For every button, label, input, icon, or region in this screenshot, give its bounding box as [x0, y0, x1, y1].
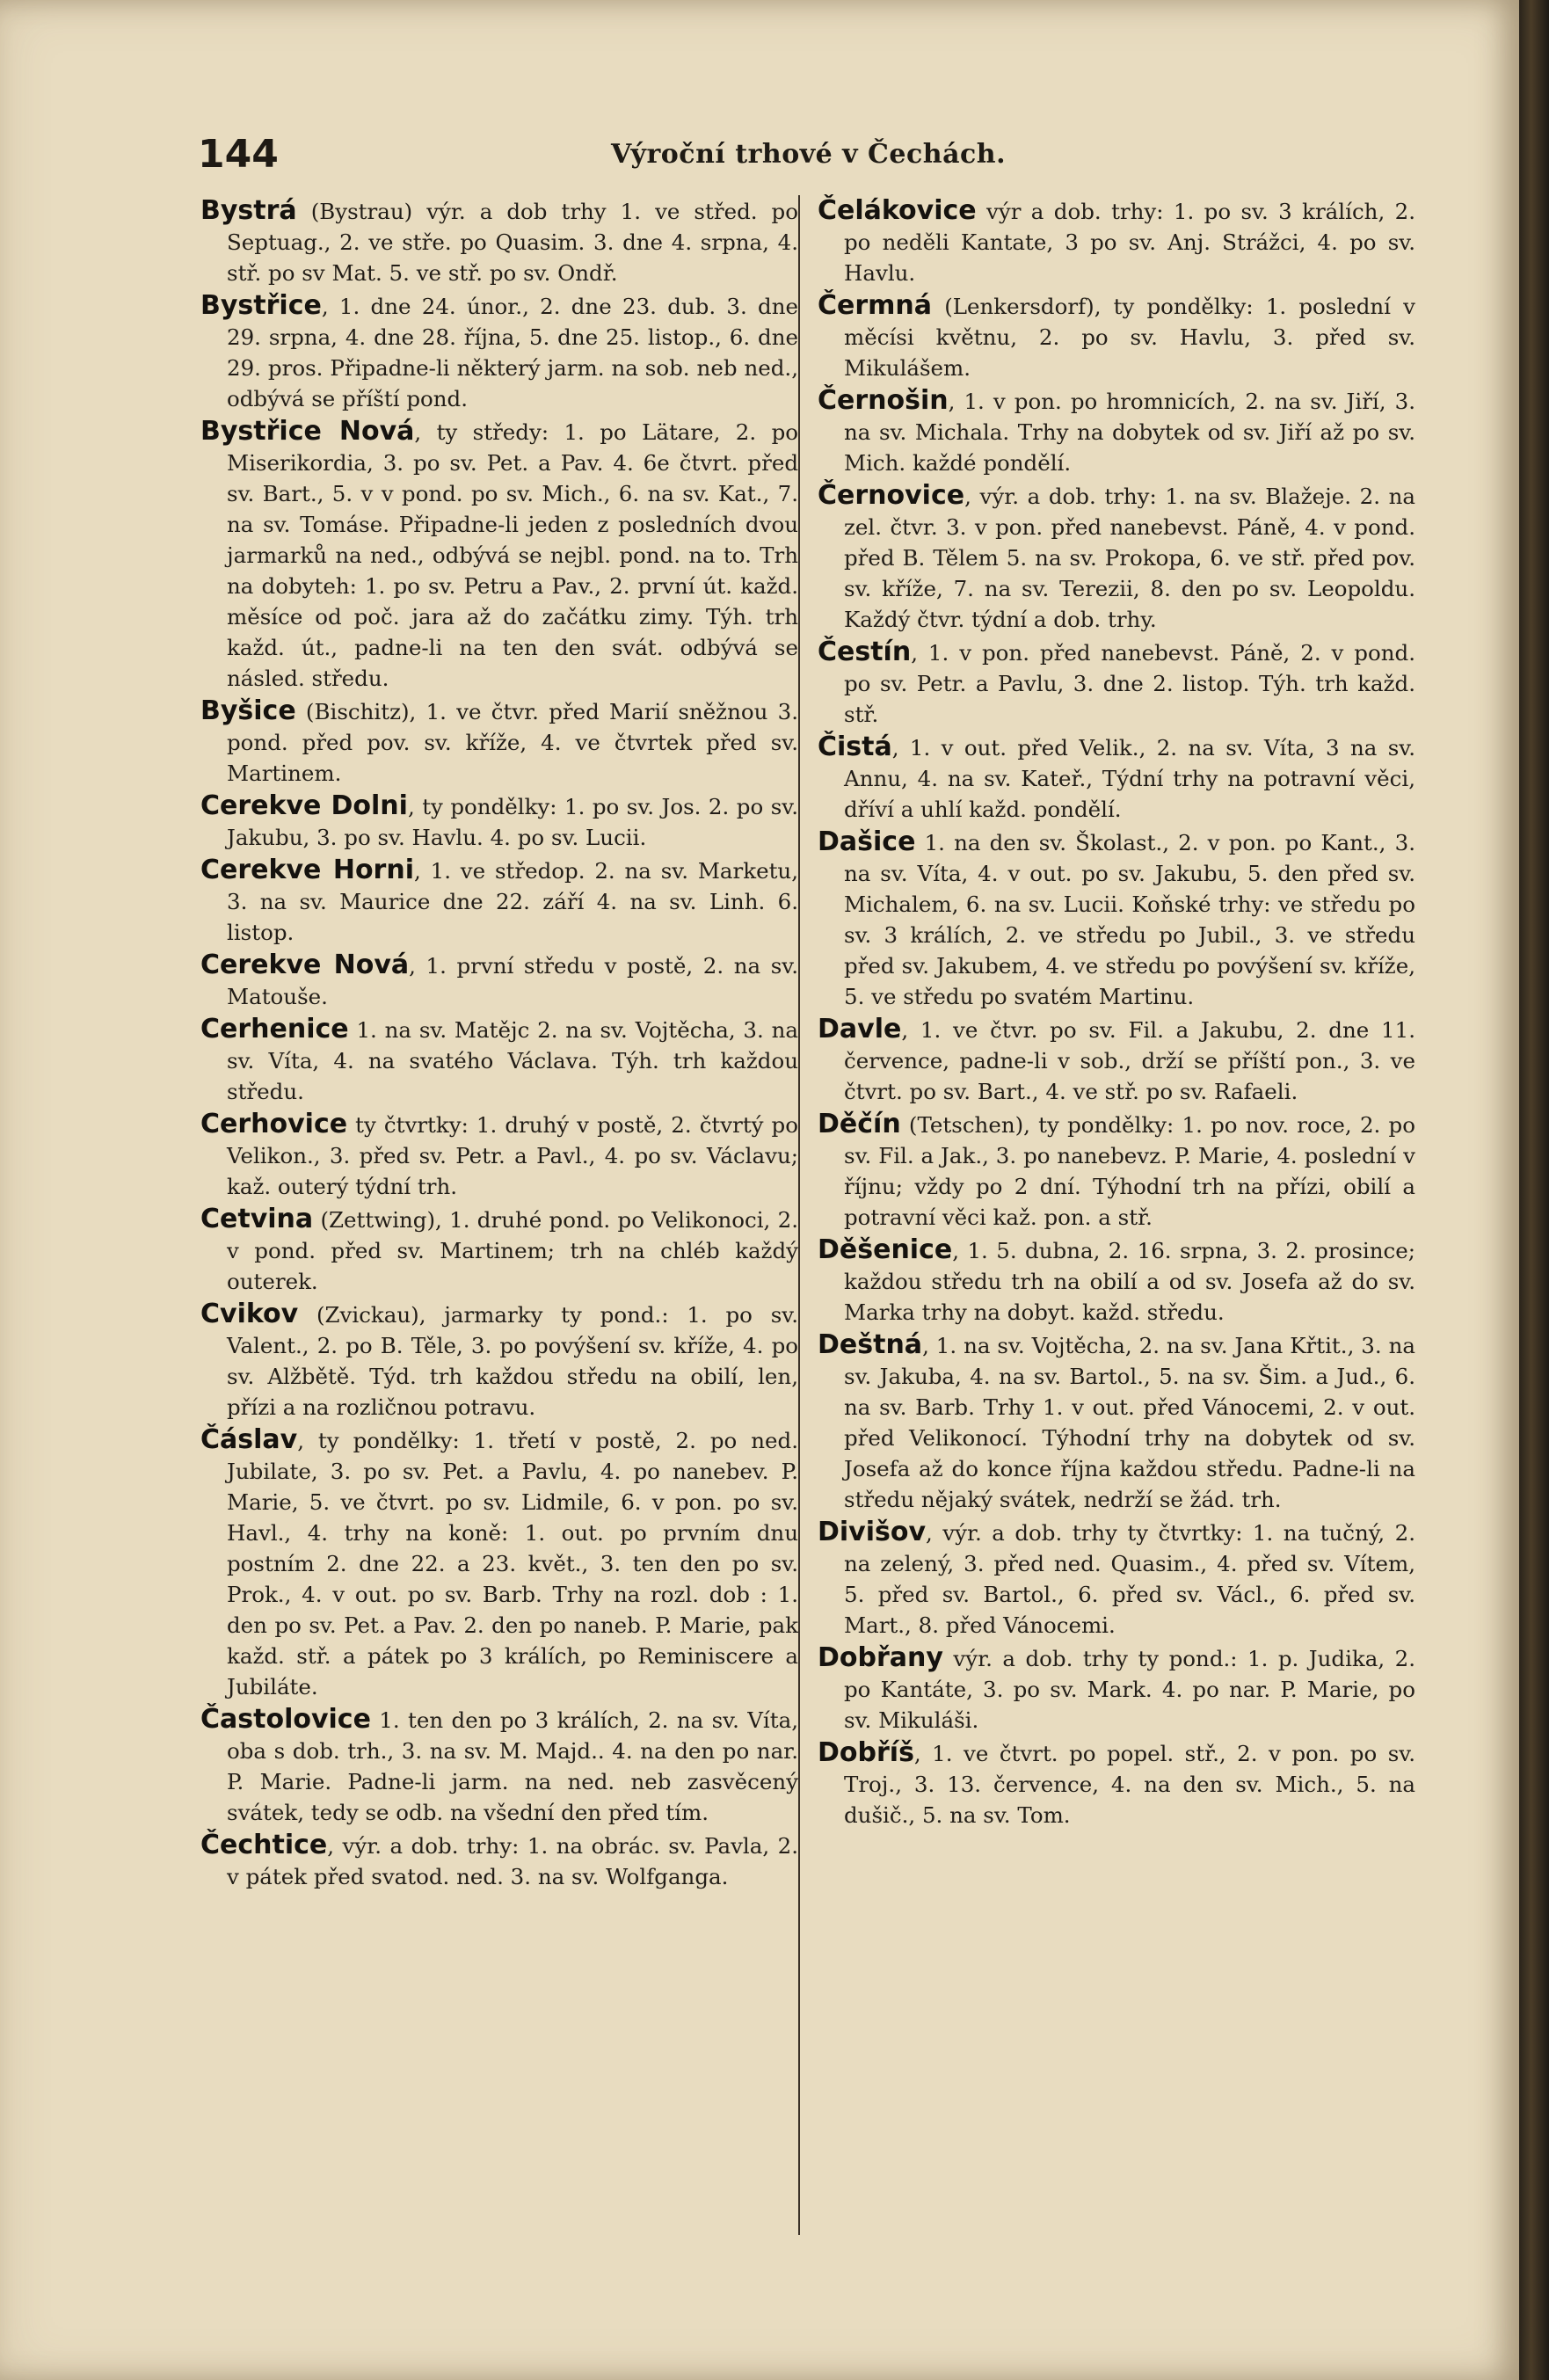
town-name: Děšenice [818, 1234, 953, 1265]
market-entry [200, 195, 798, 288]
market-entry [200, 1014, 798, 1107]
town-name: Deštná [818, 1329, 923, 1360]
town-name: Cerekve Nová [200, 950, 410, 980]
market-details: , 1. první středu v postě, 2. na sv. Matouše. [227, 953, 798, 1009]
town-name: Děčín [818, 1109, 901, 1139]
town-name: Dašice [818, 826, 916, 857]
page-number: 144 [198, 132, 279, 177]
market-details: výr a dob. trhy: 1. po sv. 3 králích, 2. po neděli Kantate, 3 po sv. Anj. Strážci, 4. po sv. Havlu. [844, 199, 1415, 286]
market-entry [818, 1234, 1415, 1328]
market-entry [818, 1014, 1415, 1107]
market-details: 1. ten den po 3 králích, 2. na sv. Víta, oba s dob. trh., 3. na sv. M. Majd.. 4. na den po nar. P. Marie. Padne-li jarm. na ned. neb zasvěcený svátek, tedy se odb. na všední den před tím. [227, 1707, 798, 1825]
right-column [818, 195, 1415, 1832]
town-name: Byšice [200, 695, 296, 726]
market-entry [818, 195, 1415, 288]
town-name: Častolovice [200, 1704, 371, 1735]
market-details: , ty středy: 1. po Lätare, 2. po Miserikordia, 3. po sv. Pet. a Pav. 4. 6e čtvrt. před sv. Bart., 5. v v pond. po sv. Mich., 6. na sv. Kat., 7. na sv. Tomáse. Připadne-li jeden z posledních dvou jarmarků na ned., odbývá se nejbl. pond. na to. Trh na dobyteh: 1. po sv. Petru a Pav., 2. první út. každ. měsíce od poč. jara až do začátku zimy. Týh. trh každ. út., padne-li na ten den svát. odbývá se násled. středu. [227, 419, 799, 691]
market-entry [818, 637, 1415, 730]
town-name: Cerekve Dolni [200, 790, 408, 821]
town-name: Cvikov [200, 1299, 299, 1329]
town-name: Čermná [818, 290, 933, 321]
market-entry [200, 1109, 798, 1202]
market-entry [818, 290, 1415, 383]
town-name: Cerhenice [200, 1014, 349, 1044]
market-entry [818, 826, 1415, 1012]
market-entry [818, 1329, 1415, 1515]
market-details: , výr. a dob. trhy: 1. na sv. Blažeje. 2. na zel. čtvr. 3. v pon. před nanebevst. Páně, 4. v pond. před B. Tělem 5. na sv. Prokopa, 6. ve stř. před pov. sv. kříže, 7. na sv. Terezii, 8. den po sv. Leopoldu. Každý čtvr. týdní a dob. trhy. [844, 484, 1415, 632]
town-name: Černovice [818, 480, 965, 511]
market-details: , výr. a dob. trhy ty čtvrtky: 1. na tučný, 2. na zelený, 3. před ned. Quasim., 4. před sv. Vítem, 5. před sv. Bartol., 6. před sv. Václ., 6. před sv. Mart., 8. před Vánocemi. [844, 1520, 1415, 1638]
town-name: Bystrá [200, 195, 297, 226]
town-name: Cetvina [200, 1204, 314, 1234]
market-details: , 1. ve čtvrt. po popel. stř., 2. v pon. po sv. Troj., 3. 13. července, 4. na den sv. Mich., 5. na dušič., 5. na sv. Tom. [844, 1741, 1415, 1828]
town-name: Čechtice [200, 1830, 328, 1860]
town-name: Čestín [818, 637, 912, 667]
town-name: Dobřany [818, 1642, 943, 1673]
market-entry [818, 480, 1415, 635]
market-details: , ty pondělky: 1. třetí v postě, 2. po ned. Jubilate, 3. po sv. Pet. a Pavlu, 4. po nanebev. P. Marie, 5. ve čtvrt. po sv. Lidmile, 6. v pon. po sv. Havl., 4. trhy na koně: 1. out. po prvním dnu postním 2. dne 22. a 23. květ., 3. ten den po sv. Prok., 4. v out. po sv. Barb. Trhy na rozl. dob : 1. den po sv. Pet. a Pav. 2. den po naneb. P. Marie, pak každ. stř. a pátek po 3 králích, po Reminiscere a Jubiláte. [227, 1428, 798, 1699]
town-name: Bystřice [200, 290, 322, 321]
market-details: , 1. ve čtvr. po sv. Fil. a Jakubu, 2. dne 11. července, padne-li v sob., drží se příští pon., 3. ve čtvrt. po sv. Bart., 4. ve stř. po sv. Rafaeli. [844, 1017, 1415, 1104]
town-name: Bystřice Nová [200, 416, 415, 447]
market-entry [818, 1642, 1415, 1736]
market-entry [818, 1109, 1415, 1233]
market-details: (Zvickau), jarmarky ty pond.: 1. po sv. Valent., 2. po B. Těle, 3. po povýšení sv. kříže, 4. po sv. Alžbětě. Týd. trh každou středu na obilí, len, přízi a na rozličnou potravu. [227, 1302, 798, 1420]
market-details: výr. a dob. trhy ty pond.: 1. p. Judika, 2. po Kantáte, 3. po sv. Mark. 4. po nar. P. Marie, po sv. Mikuláši. [844, 1646, 1415, 1733]
book-spine-edge [1519, 0, 1549, 2380]
market-entry [200, 1830, 798, 1892]
market-details: (Zettwing), 1. druhé pond. po Velikonoci, 2. v pond. před sv. Martinem; trh na chléb každý outerek. [227, 1207, 798, 1294]
running-title: Výroční trhové v Čechách. [611, 139, 1007, 170]
town-name: Divišov [818, 1517, 927, 1547]
market-entry [818, 385, 1415, 478]
town-name: Čáslav [200, 1424, 298, 1455]
market-details: (Bystrau) výr. a dob trhy 1. ve střed. po Septuag., 2. ve stře. po Quasim. 3. dne 4. srpna, 4. stř. po sv Mat. 5. ve stř. po sv. Ondř. [227, 199, 798, 286]
market-entry [200, 1299, 798, 1423]
market-details: , 1. v out. před Velik., 2. na sv. Víta, 3 na sv. Annu, 4. na sv. Kateř., Týdní trhy na potravní věci, dříví a uhlí každ. pondělí. [844, 735, 1415, 822]
town-name: Cerhovice [200, 1109, 348, 1139]
market-entry [818, 731, 1415, 825]
town-name: Černošin [818, 385, 949, 416]
left-column [200, 195, 798, 1894]
market-entry [200, 290, 798, 414]
market-details: , 1. na sv. Vojtěcha, 2. na sv. Jana Křtit., 3. na sv. Jakuba, 4. na sv. Bartol., 5. na sv. Šim. a Jud., 6. na sv. Barb. Trhy 1. v out. před Vánocemi, 2. v out. před Velikonocí. Týhodní trhy na dobytek od sv. Josefa až do konce října každou středu. Padne-li na středu nějaký svátek, nedrží se žád. trh. [844, 1333, 1415, 1512]
town-name: Čistá [818, 731, 892, 762]
market-entry [200, 1204, 798, 1297]
market-entry [200, 416, 798, 694]
market-details: , 1. v pon. před nanebevst. Páně, 2. v pond. po sv. Petr. a Pavlu, 3. dne 2. listop. Týh. trh každ. stř. [844, 640, 1415, 727]
market-details: , 1. 5. dubna, 2. 16. srpna, 3. 2. prosince; každou středu trh na obilí a od sv. Josefa až do sv. Marka trhy na dobyt. každ. středu. [844, 1238, 1415, 1325]
town-name: Dobříš [818, 1737, 914, 1768]
market-entry [200, 1704, 798, 1828]
market-entry [818, 1737, 1415, 1830]
market-details: , 1. v pon. po hromnicích, 2. na sv. Jiří, 3. na sv. Michala. Trhy na dobytek od sv. Jiří až po sv. Mich. každé pondělí. [844, 389, 1415, 476]
market-entry [200, 695, 798, 789]
market-details: (Bischitz), 1. ve čtvr. před Marií sněžnou 3. pond. před pov. sv. kříže, 4. ve čtvrtek před sv. Martinem. [227, 699, 798, 786]
market-entry [200, 855, 798, 948]
market-details: 1. na sv. Matějc 2. na sv. Vojtěcha, 3. na sv. Víta, 4. na svatého Václava. Týh. trh každou středu. [227, 1017, 798, 1104]
page-header [198, 132, 1367, 185]
market-entry [200, 1424, 798, 1702]
market-details: (Lenkersdorf), ty pondělky: 1. poslední v měcísi květnu, 2. po sv. Havlu, 3. před sv. Mikulášem. [844, 294, 1415, 381]
market-details: , 1. ve středop. 2. na sv. Marketu, 3. na sv. Maurice dne 22. září 4. na sv. Linh. 6. listop. [227, 858, 798, 945]
column-divider [798, 195, 800, 2235]
market-details: 1. na den sv. Školast., 2. v pon. po Kant., 3. na sv. Víta, 4. v out. po sv. Jakubu, 5. den před sv. Michalem, 6. na sv. Lucii. Koňské trhy: ve středu po sv. 3 králích, 2. ve středu po Jubil., 3. ve středu před sv. Jakubem, 4. ve středu po povýšení sv. kříže, 5. ve středu po svatém Martinu. [844, 830, 1415, 1009]
town-name: Čelákovice [818, 195, 977, 226]
town-name: Davle [818, 1014, 902, 1044]
market-entry [200, 950, 798, 1012]
town-name: Cerekve Horni [200, 855, 414, 885]
market-details: ty čtvrtky: 1. druhý v postě, 2. čtvrtý po Velikon., 3. před sv. Petr. a Pavl., 4. po sv. Václavu; kaž. outerý týdní trh. [227, 1112, 798, 1199]
market-entry [200, 790, 798, 853]
market-details: , výr. a dob. trhy: 1. na obrác. sv. Pavla, 2. v pátek před svatod. ned. 3. na sv. Wolfganga. [227, 1833, 798, 1889]
market-details: (Tetschen), ty pondělky: 1. po nov. roce, 2. po sv. Fil. a Jak., 3. po nanebevz. P. Marie, 4. poslední v říjnu; vždy po 2 dní. Týhodní trh na přízi, obilí a potravní věci kaž. pon. a stř. [844, 1112, 1415, 1230]
market-details: , 1. dne 24. únor., 2. dne 23. dub. 3. dne 29. srpna, 4. dne 28. října, 5. dne 25. listop., 6. dne 29. pros. Připadne-li některý jarm. na sob. neb ned., odbývá se příští pond. [227, 294, 798, 411]
market-details: , ty pondělky: 1. po sv. Jos. 2. po sv. Jakubu, 3. po sv. Havlu. 4. po sv. Lucii. [227, 794, 798, 850]
market-entry [818, 1517, 1415, 1641]
